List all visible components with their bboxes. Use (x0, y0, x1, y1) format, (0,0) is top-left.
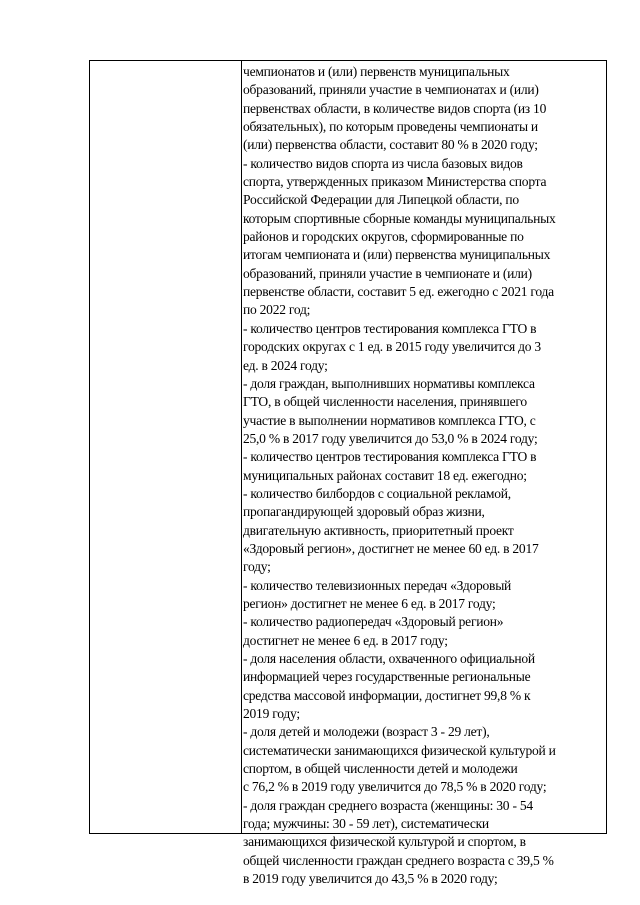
text-line: образований, приняли участие в чемпионатах и (или) (243, 82, 539, 98)
text-line: ГТО, в общей численности населения, принявшего (243, 394, 527, 410)
text-line: двигательную активность, приоритетный проект (243, 522, 514, 538)
text-line: по 2022 год; (243, 302, 311, 318)
text-line: - количество билбордов с социальной рекламой, (243, 485, 511, 501)
text-line: - доля граждан среднего возраста (женщины: 30 - 54 (243, 797, 533, 813)
text-line: информацией через государственные региональные (243, 669, 531, 685)
text-line: - количество центров тестирования комплекса ГТО в (243, 320, 537, 336)
text-line: участие в выполнении нормативов комплекса ГТО, с (243, 412, 536, 428)
text-line: с 76,2 % в 2019 году увеличится до 78,5 % в 2020 году; (243, 779, 547, 795)
text-line: - количество центров тестирования комплекса ГТО в (243, 449, 537, 465)
text-line: - доля детей и молодежи (возраст 3 - 29 лет), (243, 724, 490, 740)
text-line: (или) первенства области, составит 80 % в 2020 году; (243, 137, 538, 153)
text-line: чемпионатов и (или) первенств муниципальных (243, 64, 510, 79)
text-line: спорта, утвержденных приказом Министерства спорта (243, 174, 547, 190)
text-line: городских округах с 1 ед. в 2015 году увеличится до 3 (243, 339, 541, 355)
text-line: районов и городских округов, сформированные по (243, 229, 524, 245)
text-line: первенствах области, в количестве видов спорта (из 10 (243, 100, 547, 116)
text-line: ед. в 2024 году; (243, 357, 328, 373)
text-line: занимающихся физической культурой и спортом, в (243, 834, 526, 850)
document-table (89, 60, 607, 887)
text-line: года; мужчины: 30 - 59 лет), систематически (243, 816, 489, 832)
indicators-text-cell (243, 63, 606, 888)
text-line: - количество видов спорта из числа базовых видов (243, 155, 523, 171)
text-line: пропагандирующей здоровый образ жизни, (243, 504, 485, 520)
text-line: образований, приняли участие в чемпионате и (или) (243, 265, 532, 281)
text-line: средства массовой информации, достигнет 99,8 % к (243, 687, 531, 703)
text-line: итогам чемпионата и (или) первенства муниципальных (243, 247, 551, 263)
text-line: регион» достигнет не менее 6 ед. в 2017 году; (243, 595, 496, 611)
text-line: году; (243, 559, 271, 575)
text-line: - количество радиопередач «Здоровый регион» (243, 614, 504, 630)
text-line: общей численности граждан среднего возраста с 39,5 % (243, 852, 554, 868)
text-line: - доля населения области, охваченного официальной (243, 651, 535, 666)
text-line: систематически занимающихся физической культурой и (243, 742, 556, 758)
text-line: Российской Федерации для Липецкой области, по (243, 192, 519, 208)
text-line: первенстве области, составит 5 ед. ежегодно с 2021 года (243, 284, 554, 300)
text-line: «Здоровый регион», достигнет не менее 60 ед. в 2017 (243, 540, 539, 556)
text-line: 2019 году; (243, 706, 300, 722)
text-line: - доля граждан, выполнивших нормативы комплекса (243, 375, 535, 391)
text-line: обязательных), по которым проведены чемпионаты и (243, 119, 538, 135)
text-line: которым спортивные сборные команды муниципальных (243, 210, 556, 226)
text-line: достигнет не менее 6 ед. в 2017 году; (243, 632, 448, 648)
text-line: спортом, в общей численности детей и молодежи (243, 761, 518, 777)
text-line: 25,0 % в 2017 году увеличится до 53,0 % в 2024 году; (243, 430, 538, 446)
text-line: в 2019 году увеличится до 43,5 % в 2020 году; (243, 871, 498, 887)
text-line: - количество телевизионных передач «Здоровый (243, 577, 512, 593)
column-divider (241, 61, 242, 833)
text-line: муниципальных районах составит 18 ед. ежегодно; (243, 467, 527, 483)
